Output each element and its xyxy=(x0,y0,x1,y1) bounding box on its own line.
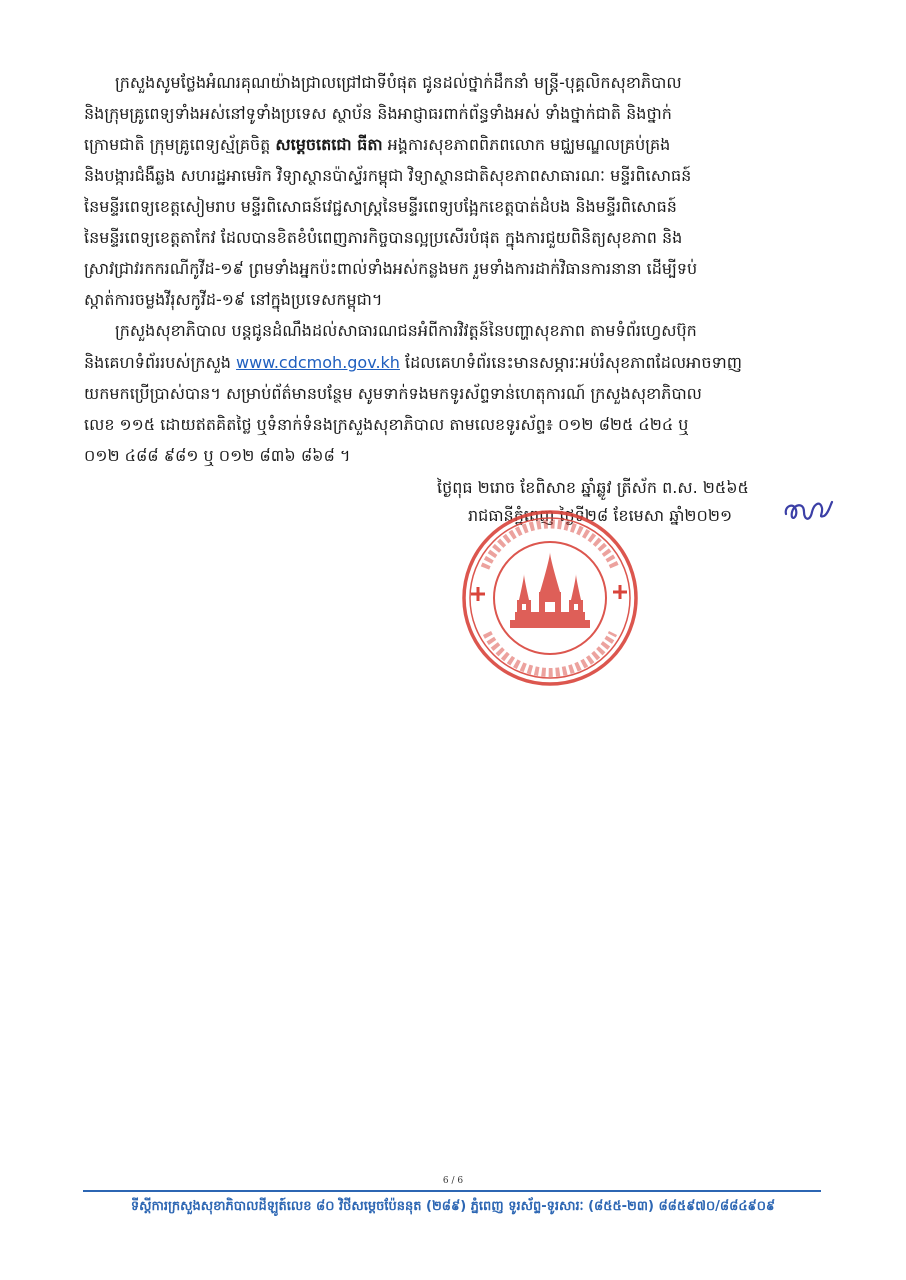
paragraph-1-line: និងបង្ការជំងឺឆ្លង សហរដ្ឋអាមេរិក វិទ្យាស្ថានប៉ាស្ទ័រកម្ពុជា វិទ្យាស្ថានជាតិសុខភាពសាធារណៈ មន្ទីរពិសោធន៍ xyxy=(84,166,692,185)
line-text: អង្គការសុខភាពពិភពលោក មជ្ឈមណ្ឌលគ្រប់គ្រង xyxy=(382,135,671,154)
paragraph-1-line xyxy=(84,129,832,160)
paragraph-1-line: នៃមន្ទីរពេទ្យខេត្តសៀមរាប មន្ទីរពិសោធន៍វេជ្ជសាស្ត្រនៃមន្ទីរពេទ្យបង្អែកខេត្តបាត់ដំបង និងមន្ទីរពិសោធន៍ xyxy=(84,197,677,216)
paragraph-1-line: ស្រាវជ្រាវរកករណីកូវីដ-១៩ ព្រមទាំងអ្នកប៉ះពាល់ទាំងអស់កន្លងមក រួមទាំងការដាក់វិធានការនានា ដើម្បីទប់ xyxy=(84,259,698,278)
website-link[interactable]: www.cdcmoh.gov.kh xyxy=(236,353,400,372)
paragraph-2-line xyxy=(84,347,832,378)
paragraph-2-line: ក្រសួងសុខាភិបាល បន្តជូនដំណឹងដល់សាធារណជនអំពីការវិវត្តន៍នៃបញ្ហាសុខភាព តាមទំព័រហ្វេសប៊ុក xyxy=(115,321,697,340)
paragraph-1-line: ក្រសួងសូមថ្លែងអំណរគុណយ៉ាងជ្រាលជ្រៅជាទីបំផុត ជូនដល់ថ្នាក់ដឹកនាំ មន្ត្រី-បុគ្គលិកសុខាភិបាល xyxy=(115,73,682,92)
paragraph-2-line: យកមកប្រើប្រាស់បាន។ សម្រាប់ព័ត៌មានបន្ថែម សូមទាក់ទងមកទូរស័ព្ទទាន់ហេតុការណ៍ ក្រសួងសុខាភិបាល xyxy=(84,384,702,403)
lunar-date: ថ្ងៃពុធ ២រោច ខែពិសាខ ឆ្នាំឆ្លូវ ត្រីស័ក ព.ស. ២៥៦៥ xyxy=(437,478,749,497)
paragraph-1-line: នៃមន្ទីរពេទ្យខេត្តតាកែវ ដែលបានខិតខំបំពេញភារកិច្ចបានល្អប្រសើរបំផុត ក្នុងការជួយពិនិត្យសុខភាព និង xyxy=(84,228,683,247)
footer-address: ទីស្តីការក្រសួងសុខាភិបាលដីឡូត៍លេខ ៨០ វិថីសម្តេចប៉ែននុត (២៨៩) ភ្នំពេញ ទូរស័ព្ទ-ទូរសារៈ (៨៥៥-២៣) ៨៨៥៩៧០/៨៨៤៩០៩ xyxy=(130,1199,776,1214)
paragraph-1-line: និងក្រុមគ្រូពេទ្យទាំងអស់នៅទូទាំងប្រទេស ស្ថាប័ន និងអាជ្ញាធរពាក់ព័ន្ធទាំងអស់ ទាំងថ្នាក់ជាតិ និងថ្នាក់ xyxy=(84,104,672,123)
place-date: រាជធានីភ្នំពេញ ថ្ងៃទី២៨ ខែមេសា ឆ្នាំ២០២១ xyxy=(468,506,733,525)
official-seal xyxy=(455,508,645,688)
line-text: ដែលគេហទំព័រនេះមានសម្ភារៈអប់រំសុខភាពដែលអាចទាញ xyxy=(399,353,742,372)
paragraph-2-line: លេខ ១១៥ ដោយឥតគិតថ្លៃ ឬទំនាក់ទំនងក្រសួងសុខាភិបាល តាមលេខទូរស័ព្ទ៖ ០១២ ៨២៥ ៤២៤ ឬ xyxy=(84,415,689,434)
footer-divider xyxy=(83,1190,821,1192)
paragraph-2-line: ០១២ ៤៨៨ ៩៨១ ឬ ០១២ ៨៣៦ ៨៦៨ ។ xyxy=(84,446,351,465)
paragraph-1-line: ស្កាត់ការចម្លងវីរុសកូវីដ-១៩ នៅក្នុងប្រទេសកម្ពុជា។ xyxy=(84,290,383,309)
bold-name-text: សម្តេចតេជោ ធីតា xyxy=(275,135,383,154)
line-text: និងគេហទំព័ររបស់ក្រសួង xyxy=(84,353,237,372)
page-number: 6 / 6 xyxy=(442,1176,464,1186)
line-text: ក្រោមជាតិ ក្រុមគ្រូពេទ្យស្ម័គ្រចិត្ត xyxy=(84,135,276,154)
signature-mark xyxy=(782,496,834,528)
